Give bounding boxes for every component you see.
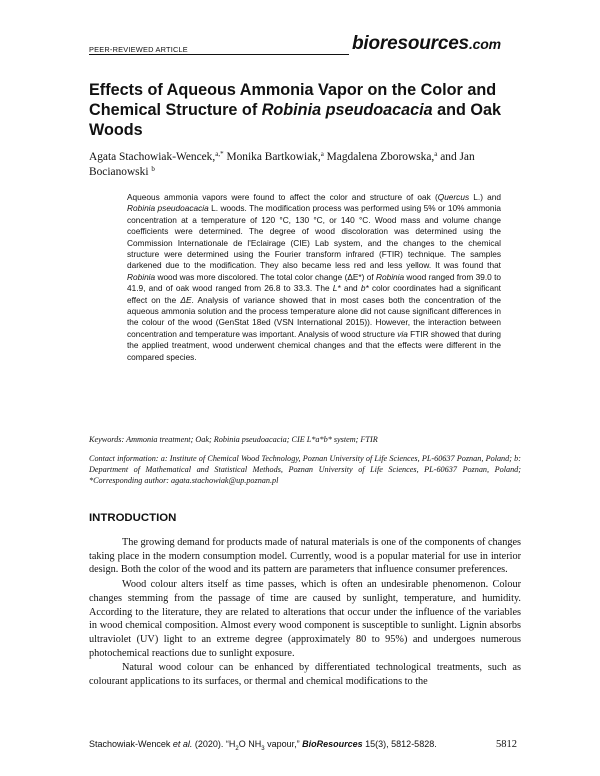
abstract-seg: L. woods. The modification process was performed using 5% or 10% ammonia concentration at a temperature of 120 °C, 130 °C, or 140 °C. Wood mass and volume change coefficients were determined. The degree of wood discoloration was determined using the Commission Internationale de l'Eclairage (CIE) Lab system, and the changes to the chemical structure were determined using the Fourier transform infrared (FTIR) technique. The samples darkened due to the modification. They also became less red and less yellow. It was found that <box>127 203 501 271</box>
abstract-italic: b* <box>360 283 369 294</box>
citation-italic: et al. <box>172 739 193 749</box>
abstract-seg: L.) and <box>469 192 501 202</box>
article-title <box>89 80 529 140</box>
journal-logo-suffix: .com <box>468 36 501 52</box>
citation-sub: 3 <box>261 745 265 752</box>
abstract-italic: Robinia pseudoacacia <box>127 203 209 214</box>
author-4-affil: b <box>151 165 155 174</box>
author-3-affil: a <box>434 150 438 158</box>
contact-information: Contact information: a: Institute of Chemical Wood Technology, Poznan University of Life Sciences, PL-60637 Poznan, Poland; b: Department of Mathematical and Statistical Methods, Poznan University of Life Sciences, PL-60637 Poznan, Poland; *Corresponding author: agata.stachowiak@up.poznan.pl <box>89 454 521 486</box>
abstract-seg: color coordinates had a significant effect on the <box>127 283 501 305</box>
citation-seg: (2020). “H <box>192 739 236 749</box>
paragraph-3: Natural wood colour can be enhanced by differentiated technological treatments, such as colourant applications to its surfaces, or thermal and chemical modifications to the <box>89 662 521 688</box>
abstract-italic: ΔE <box>180 294 192 305</box>
article-type-label: PEER-REVIEWED ARTICLE <box>89 45 188 54</box>
paragraph-2: Wood colour alters itself as time passes, which is often an undesirable phenomenon. Colour changes stemming from the passage of time are caused by sunlight, temperature, and humidity. According to the literature, they are related to alterations that occur under the influence of the variables in wood chemical composition. Almost every wood component is susceptible to sunlight. Lignin absorbs ultraviolet (UV) light to an extreme degree (approximately 80 to 95%) and undergoes numerous photochemical reactions due to sunlight exposure. <box>89 579 521 659</box>
citation-seg: Stachowiak-Wencek <box>89 739 173 749</box>
author-2-affil: a <box>320 150 324 158</box>
author-2: Monika Bartkowiak, <box>223 151 321 163</box>
citation-sub: 2 <box>235 745 239 752</box>
abstract-seg: . Analysis of variance showed that in most cases both the concentration of the aqueous ammonia solution and the process temperature alone did not cause significant differences in the colour of the wood (GenStat 18ed (VSN International 2015)). However, the interaction between concentration and temperature was important. Analysis of wood structure <box>127 294 501 339</box>
abstract-italic: Robinia <box>127 271 156 282</box>
author-1-affil: a,* <box>215 150 224 158</box>
citation-seg: O NH <box>238 739 262 749</box>
journal-logo-name: bioresources <box>352 33 469 54</box>
citation-journal: BioResources <box>302 739 363 749</box>
author-list <box>89 150 519 180</box>
citation <box>89 739 437 752</box>
title-species: Robinia pseudoacacia <box>261 101 433 119</box>
abstract <box>127 192 501 363</box>
abstract-italic: Quercus <box>437 192 470 202</box>
page-number: 5812 <box>496 739 517 750</box>
citation-seg: vapour,” <box>264 739 303 749</box>
abstract-seg: and <box>340 283 361 294</box>
section-heading-introduction: INTRODUCTION <box>89 512 177 524</box>
author-1: Agata Stachowiak-Wencek, <box>89 151 216 163</box>
body-text <box>89 536 521 690</box>
abstract-seg: FTIR showed that during the applied treatment, wood underwent chemical changes and that the effects were different in the compared species. <box>127 328 502 362</box>
abstract-italic: via <box>397 328 408 339</box>
title-text-1: Effects of Aqueous Ammonia Vapor on the Color and Chemical Structure of <box>89 81 497 119</box>
author-3: Magdalena Zborowska, <box>323 151 435 163</box>
author-4: and Jan Bocianowski <box>89 151 475 179</box>
abstract-seg: wood ranged from 39.0 to 41.9, and of oak wood ranged from 26.8 to 33.3. The <box>127 271 501 294</box>
abstract-italic: Robinia <box>375 271 405 282</box>
paragraph-1: The growing demand for products made of natural materials is one of the components of changes taking place in the modern consumption model. Currently, wood is a popular material for use in interior design. Both the color of the wood and its pattern are parameters that influence consumer preferences. <box>89 537 521 576</box>
header-rule <box>89 54 349 55</box>
abstract-italic: L* <box>332 283 341 294</box>
abstract-seg: Aqueous ammonia vapors were found to affect the color and structure of oak ( <box>127 192 438 202</box>
citation-seg: 15(3), 5812-5828. <box>362 739 437 749</box>
abstract-seg: wood was more discolored. The total color change (ΔE*) of <box>155 271 376 282</box>
title-text-2: and Oak Woods <box>89 101 502 139</box>
keywords: Keywords: Ammonia treatment; Oak; Robinia pseudoacacia; CIE L*a*b* system; FTIR <box>89 435 378 444</box>
journal-logo <box>352 33 501 55</box>
